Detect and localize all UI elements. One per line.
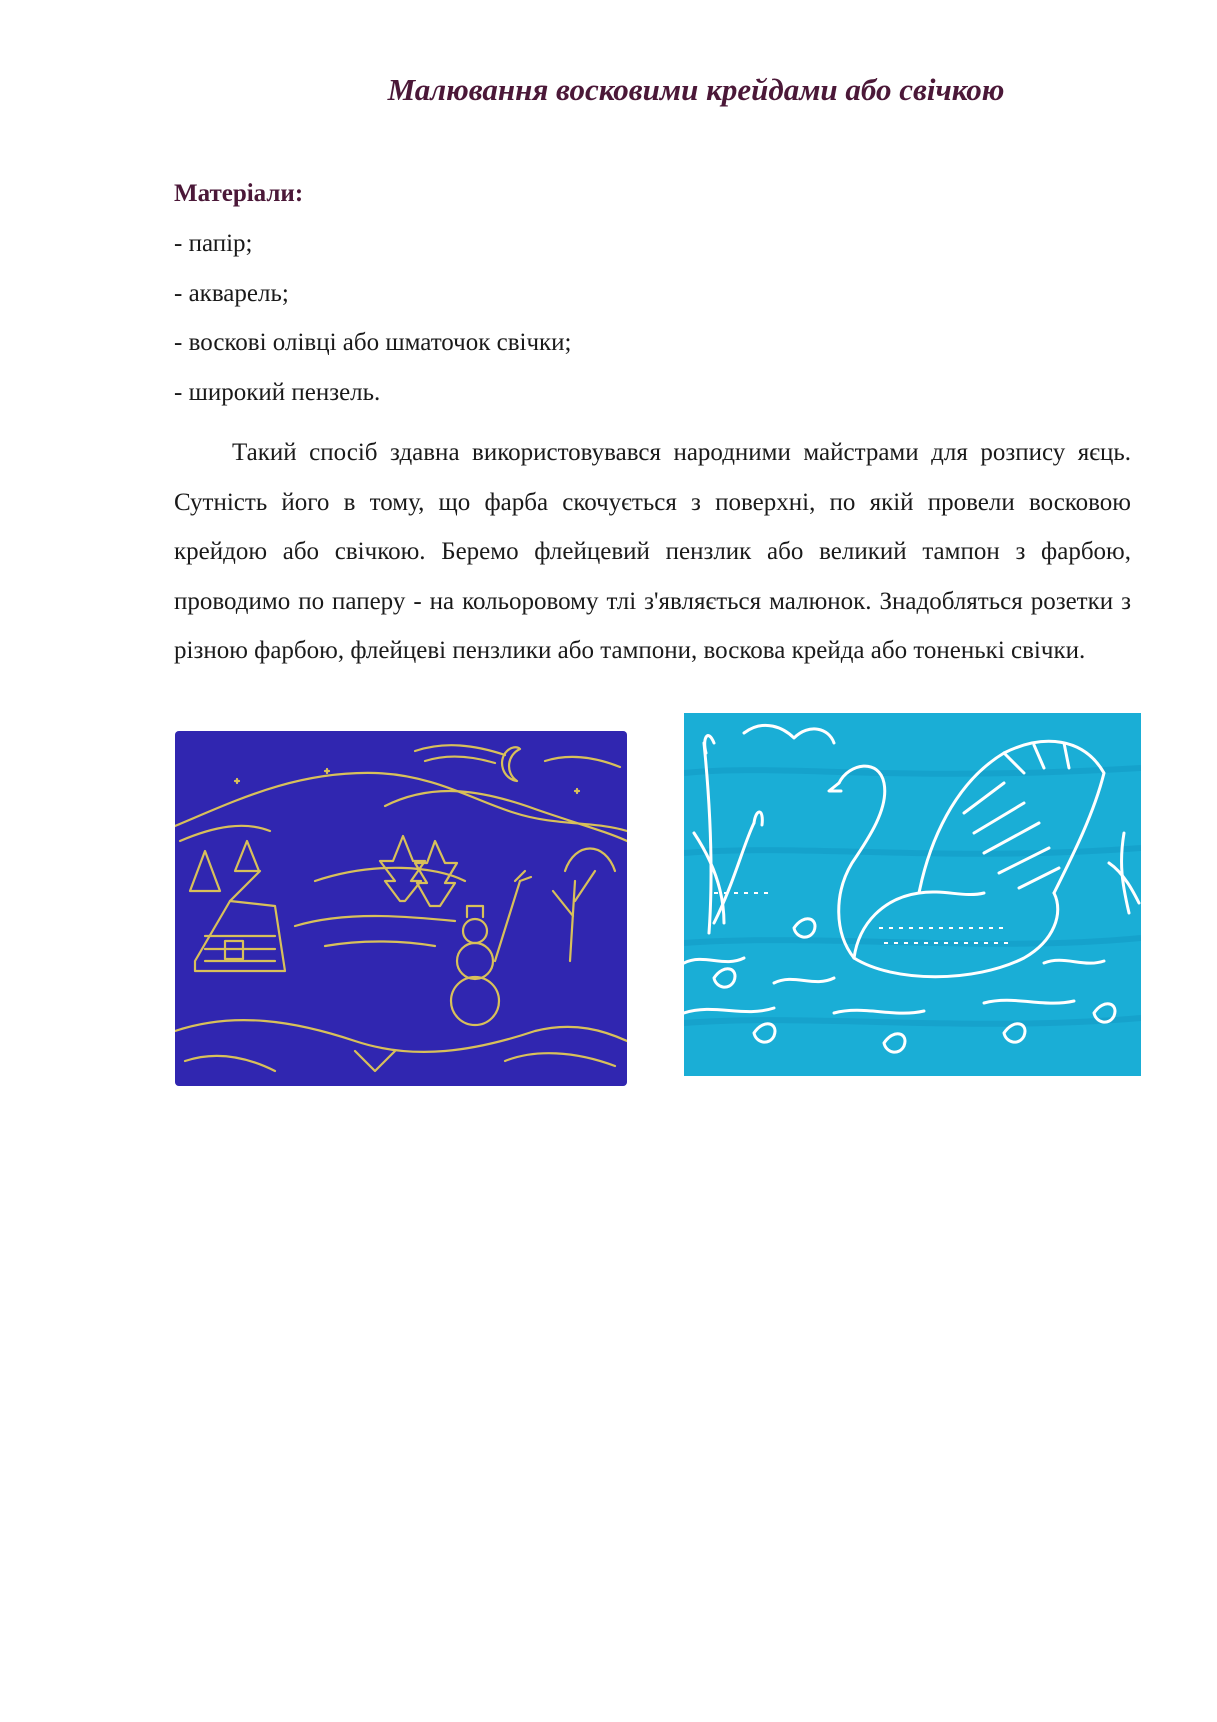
body-paragraph: Такий спосіб здавна використовувався народними майстрами для розпису яєць. Сутність його в тому, що фарба скочується з поверхні, по якій провели восковою крейдою або свічкою. Беремо флейцевий пензлик або великий тампон з фарбою, проводимо по паперу - на кольоровому тлі з'являється малюнок. Знадобляться розетки з різною фарбою, флейцеві пензлики або тампони, воскова крейда або тоненькі свічки.	[174, 439, 1131, 664]
winter-landscape-drawing	[175, 731, 627, 1086]
winter-landscape-image	[175, 731, 627, 1086]
materials-item-watercolor: - акварель;	[174, 280, 289, 307]
swan-drawing	[684, 713, 1141, 1076]
materials-heading: Матеріали:	[174, 180, 304, 207]
materials-item-brush: - широкий пензель.	[174, 379, 381, 406]
page-title: Малювання восковими крейдами або свічкою	[387, 72, 1005, 107]
materials-item-paper: - папір;	[174, 230, 253, 257]
materials-item-wax-pencils: - воскові олівці або шматочок свічки;	[174, 329, 572, 356]
swan-image	[684, 713, 1141, 1076]
